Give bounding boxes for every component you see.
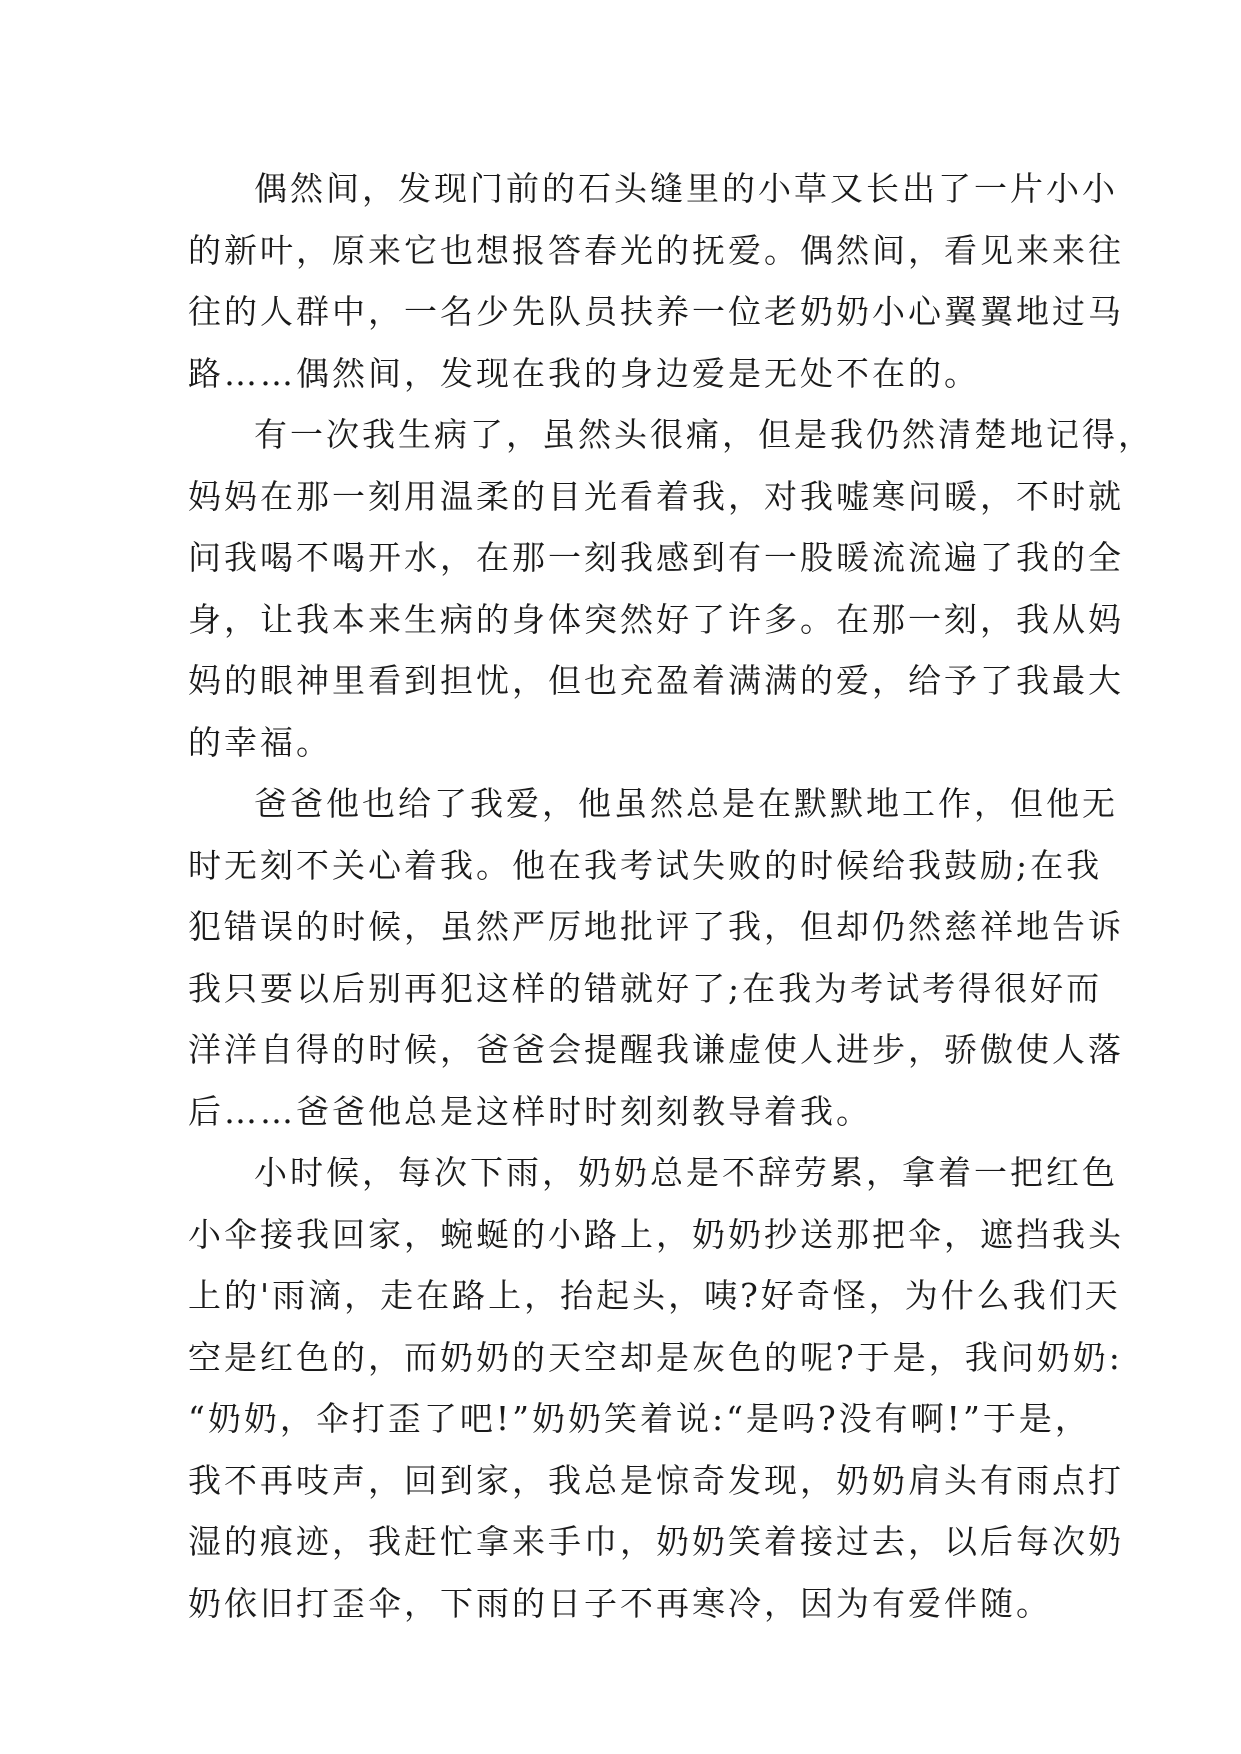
paragraph-4 [188, 1142, 1124, 1634]
paragraph-line: 时无刻不关心着我。他在我考试失败的时候给我鼓励;在我 [188, 845, 1103, 885]
paragraph-line: 的新叶，原来它也想报答春光的抚爱。偶然间，看见来来往 [188, 230, 1124, 270]
paragraph-line: 洋洋自得的时候，爸爸会提醒我谦虚使人进步，骄傲使人落 [188, 1030, 1124, 1069]
paragraph-line: 妈的眼神里看到担忧，但也充盈着满满的爱，给予了我最大 [188, 661, 1124, 700]
paragraph-1 [188, 158, 1124, 404]
document-body [188, 158, 1154, 1634]
paragraph-line: 爸爸他也给了我爱，他虽然总是在默默地工作，但他无 [254, 784, 1118, 823]
paragraph-line: 后……爸爸他总是这样时时刻刻教导着我。 [188, 1091, 872, 1131]
paragraph-line: 我只要以后别再犯这样的错就好了;在我为考试考得很好而 [188, 968, 1103, 1008]
paragraph-line: 偶然间，发现门前的石头缝里的小草又长出了一片小小 [254, 169, 1118, 208]
paragraph-3 [188, 773, 1124, 1142]
paragraph-line: 妈妈在那一刻用温柔的目光看着我，对我嘘寒问暖，不时就 [188, 476, 1124, 516]
paragraph-line: 路……偶然间，发现在我的身边爱是无处不在的。 [188, 353, 980, 393]
paragraph-2 [188, 404, 1154, 773]
paragraph-line: 上的'雨滴，走在路上，抬起头，咦?好奇怪，为什么我们天 [188, 1276, 1121, 1315]
paragraph-line: 往的人群中，一名少先队员扶养一位老奶奶小心翼翼地过马 [188, 292, 1124, 331]
paragraph-line: 犯错误的时候，虽然严厉地批评了我，但却仍然慈祥地告诉 [188, 907, 1124, 946]
paragraph-line: 我不再吱声，回到家，我总是惊奇发现，奶奶肩头有雨点打 [188, 1460, 1124, 1500]
paragraph-line: 小伞接我回家，蜿蜒的小路上，奶奶抄送那把伞，遮挡我头 [188, 1214, 1124, 1254]
paragraph-line: 空是红色的，而奶奶的天空却是灰色的呢?于是，我问奶奶: [188, 1337, 1123, 1377]
paragraph-line: 湿的痕迹，我赶忙拿来手巾，奶奶笑着接过去，以后每次奶 [188, 1522, 1124, 1561]
paragraph-line: 问我喝不喝开水，在那一刻我感到有一股暖流流遍了我的全 [188, 538, 1124, 577]
paragraph-line: 身，让我本来生病的身体突然好了许多。在那一刻，我从妈 [188, 599, 1124, 639]
paragraph-line: 的幸福。 [188, 722, 332, 762]
paragraph-line: 有一次我生病了，虽然头很痛，但是我仍然清楚地记得， [254, 415, 1154, 454]
paragraph-line: 奶依旧打歪伞，下雨的日子不再寒冷，因为有爱伴随。 [188, 1583, 1052, 1623]
paragraph-line: 小时候，每次下雨，奶奶总是不辞劳累，拿着一把红色 [254, 1153, 1118, 1192]
paragraph-line: “奶奶，伞打歪了吧!”奶奶笑着说:“是吗?没有啊!”于是， [188, 1399, 1091, 1438]
